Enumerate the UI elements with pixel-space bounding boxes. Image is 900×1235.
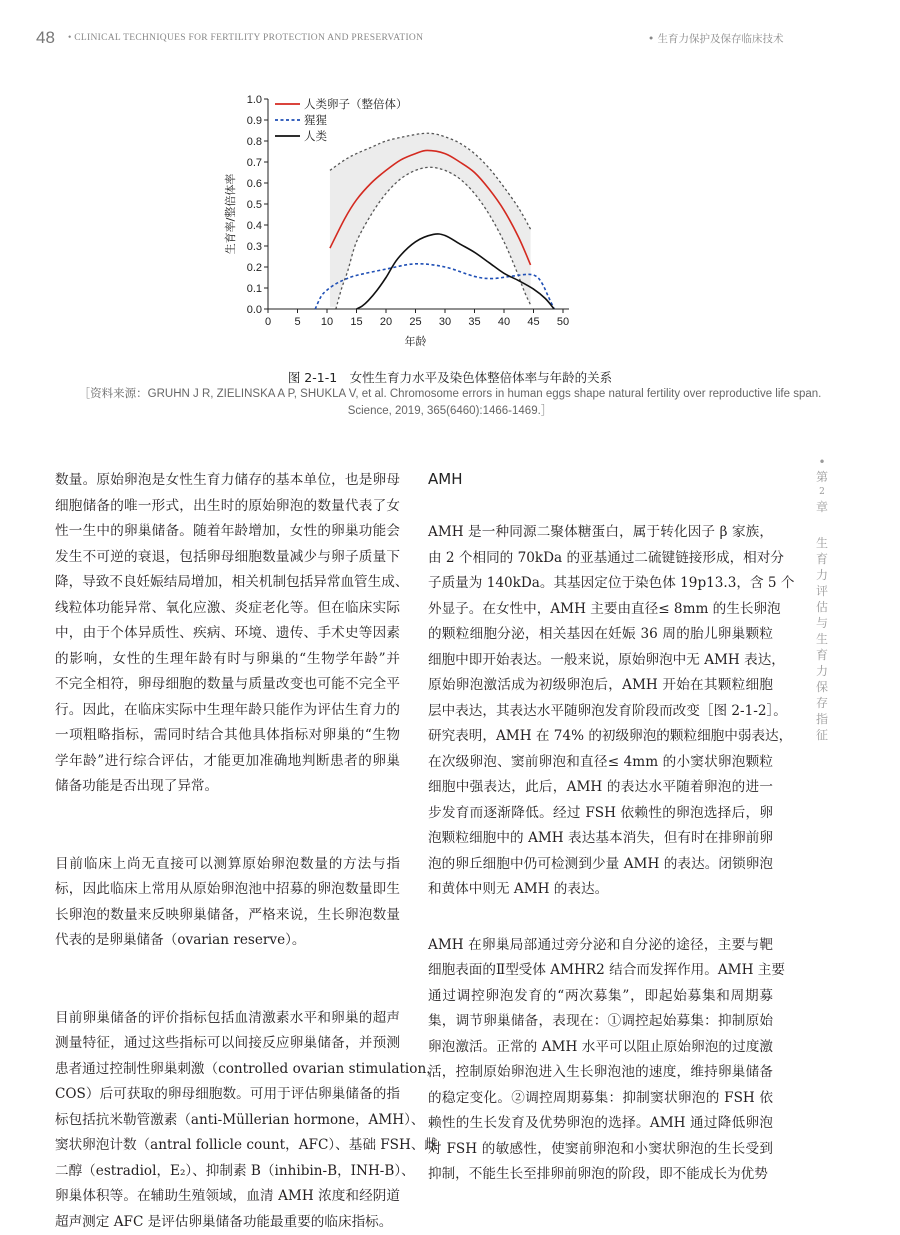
text-line: 的影响，女性的生理年龄有时与卵巢的“生物学年龄”并	[55, 647, 400, 673]
text-line: 降，导致不良妊娠结局增加，相关机制包括异常血管生成、	[55, 570, 400, 596]
x-tick-label: 15	[350, 316, 362, 328]
text-line: 步发育而逐渐降低。经过 FSH 依赖性的卵泡选择后，卵	[428, 801, 773, 827]
figure-source-line: Science, 2019, 365(6460):1466-1469.］	[60, 403, 840, 420]
y-tick-label: 0.3	[247, 241, 262, 253]
text-line: 抑制，不能生长至排卵前卵泡的阶段，即不能成长为优势	[428, 1162, 773, 1188]
side-title-char: 征	[812, 727, 832, 743]
y-tick-label: 0.7	[247, 157, 262, 169]
text-line: 患者通过控制性卵巢刺激（controlled ovarian stimulation，	[55, 1057, 400, 1083]
side-title-char: 育	[812, 551, 832, 567]
text-line: 原始卵泡激活成为初级卵泡后，AMH 开始在其颗粒细胞	[428, 673, 773, 699]
chapter-side-tab	[812, 455, 832, 743]
y-tick-label: 0.0	[247, 304, 262, 316]
text-line: 集，调节卵巢储备，表现在：①调控起始募集：抑制原始	[428, 1009, 773, 1035]
x-axis-label: 年龄	[405, 334, 427, 348]
y-tick-label: 0.8	[247, 136, 262, 148]
text-line: 泡颗粒细胞中的 AMH 表达基本消失，但有时在排卵前卵	[428, 826, 773, 852]
text-line: 二醇（estradiol，E₂）、抑制素 B（inhibin-B，INH-B）、	[55, 1159, 400, 1185]
text-line: 目前临床上尚无直接可以测算原始卵泡数量的方法与指	[55, 852, 400, 878]
fertility-euploidy-chart	[200, 85, 580, 355]
text-line: 长卵泡的数量来反映卵巢储备，严格来说，生长卵泡数量	[55, 903, 400, 929]
text-line: 研究表明，AMH 在 74% 的初级卵泡的颗粒细胞中弱表达，	[428, 724, 773, 750]
x-tick-label: 30	[439, 316, 451, 328]
text-line: 标包括抗米勒管激素（anti-Müllerian hormone，AMH）、	[55, 1108, 400, 1134]
text-line: 代表的是卵巢储备（ovarian reserve）。	[55, 928, 400, 954]
side-title-char: 存	[812, 695, 832, 711]
left-text-column	[55, 468, 400, 1235]
side-dot: •	[812, 455, 832, 470]
paragraph	[55, 852, 400, 954]
text-line: 赖性的生长发育及优势卵泡的选择。AMH 通过降低卵泡	[428, 1111, 773, 1137]
text-line: AMH 是一种同源二聚体糖蛋白，属于转化因子 β 家族，	[428, 520, 773, 546]
text-line: 行。因此，在临床实际中生理年龄只能作为评估生育力的	[55, 698, 400, 724]
text-line: 泡的卵丘细胞中仍可检测到少量 AMH 的表达。闭锁卵泡	[428, 852, 773, 878]
right-text-column	[428, 520, 773, 1188]
running-title-en: • CLINICAL TECHNIQUES FOR FERTILITY PROTECTION AND PRESERVATION	[68, 33, 423, 43]
side-title-char: 保	[812, 679, 832, 695]
text-line: 细胞表面的Ⅱ型受体 AMHR2 结合而发挥作用。AMH 主要	[428, 958, 773, 984]
side-title-char: 评	[812, 583, 832, 599]
confidence-band	[330, 134, 531, 307]
side-chapter-title	[812, 535, 832, 743]
text-line: 超声测定 AFC 是评估卵巢储备功能最重要的临床指标。	[55, 1210, 400, 1235]
side-chapter-post: 章	[812, 500, 832, 515]
text-line: 卵泡激活。正常的 AMH 水平可以阻止原始卵泡的过度激	[428, 1035, 773, 1061]
x-tick-label: 10	[321, 316, 333, 328]
side-title-char: 指	[812, 711, 832, 727]
text-line: 发生不可逆的衰退，包括卵母细胞数量减少与卵子质量下	[55, 545, 400, 571]
y-tick-label: 0.5	[247, 199, 262, 211]
side-chapter-pre: 第	[812, 470, 832, 485]
figure-source-line: ［资料来源：GRUHN J R, ZIELINSKA A P, SHUKLA V, et al. Chromosome errors in human eggs shape natural fertility over reproductive life span.	[60, 386, 840, 403]
text-line: 卵巢体积等。在辅助生殖领域，血清 AMH 浓度和经阴道	[55, 1184, 400, 1210]
text-line: 细胞中强表达，此后，AMH 的表达水平随着卵泡的进一	[428, 775, 773, 801]
x-tick-label: 0	[265, 316, 271, 328]
x-tick-label: 35	[468, 316, 480, 328]
paragraph	[428, 933, 773, 1188]
side-title-char: 生	[812, 535, 832, 551]
text-line: 对 FSH 的敏感性，使窦前卵泡和小窦状卵泡的生长受到	[428, 1137, 773, 1163]
legend-label: 猩猩	[304, 113, 327, 127]
legend-label: 人类	[304, 129, 327, 143]
x-tick-label: 45	[527, 316, 539, 328]
text-line: 性一生中的卵巢储备。随着年龄增加，女性的卵巢功能会	[55, 519, 400, 545]
side-title-char: 育	[812, 647, 832, 663]
figure-source	[60, 386, 840, 420]
text-line: 外显子。在女性中，AMH 主要由直径≤ 8mm 的生长卵泡	[428, 597, 773, 623]
side-title-char: 力	[812, 567, 832, 583]
paragraph	[55, 468, 400, 800]
paragraph	[55, 1006, 400, 1235]
section-heading-amh: AMH	[428, 470, 462, 488]
text-line: AMH 在卵巢局部通过旁分泌和自分泌的途径，主要与靶	[428, 933, 773, 959]
text-line: 的稳定变化。②调控周期募集：抑制窦状卵泡的 FSH 依	[428, 1086, 773, 1112]
side-title-char: 估	[812, 599, 832, 615]
text-line: 线粒体功能异常、氧化应激、炎症老化等。但在临床实际	[55, 596, 400, 622]
text-line: 层中表达，其表达水平随卵泡发育阶段而改变［图 2-1-2］。	[428, 699, 773, 725]
text-line: 数量。原始卵泡是女性生育力储存的基本单位，也是卵母	[55, 468, 400, 494]
x-tick-label: 20	[380, 316, 392, 328]
text-line: 一项粗略指标，需同时结合其他具体指标对卵巢的“生物	[55, 723, 400, 749]
text-line: 储备功能是否出现了异常。	[55, 774, 400, 800]
text-line: 标，因此临床上常用从原始卵泡池中招募的卵泡数量即生	[55, 877, 400, 903]
paragraph	[428, 520, 773, 903]
running-title-cn: • 生育力保护及保存临床技术	[648, 31, 784, 46]
x-tick-label: 5	[294, 316, 300, 328]
text-line: 活，控制原始卵泡进入生长卵泡池的速度，维持卵巢储备	[428, 1060, 773, 1086]
text-line: 在次级卵泡、窦前卵泡和直径≤ 4mm 的小窦状卵泡颗粒	[428, 750, 773, 776]
text-line: 目前卵巢储备的评价指标包括血清激素水平和卵巢的超声	[55, 1006, 400, 1032]
text-line: 通过调控卵泡发育的“两次募集”，即起始募集和周期募	[428, 984, 773, 1010]
page-number: 48	[36, 28, 55, 48]
text-line: 子质量为 140kDa。其基因定位于染色体 19p13.3，含 5 个	[428, 571, 773, 597]
y-tick-label: 0.6	[247, 178, 262, 190]
text-line: 细胞储备的唯一形式，出生时的原始卵泡的数量代表了女	[55, 494, 400, 520]
text-line: 学年龄”进行综合评估，才能更加准确地判断患者的卵巢	[55, 749, 400, 775]
x-tick-label: 50	[557, 316, 569, 328]
text-line: 和黄体中则无 AMH 的表达。	[428, 877, 773, 903]
legend-label: 人类卵子（整倍体）	[304, 97, 408, 111]
x-tick-label: 40	[498, 316, 510, 328]
text-line: 中，由于个体异质性、疾病、环境、遗传、手术史等因素	[55, 621, 400, 647]
y-axis-label: 生育率/整倍体率	[223, 174, 237, 255]
text-line: 窦状卵泡计数（antral follicle count，AFC）、基础 FSH、雌	[55, 1133, 400, 1159]
y-tick-label: 1.0	[247, 94, 262, 106]
side-title-char: 力	[812, 663, 832, 679]
side-chapter-num: 2	[812, 485, 832, 500]
text-line: 的颗粒细胞分泌，相关基因在妊娠 36 周的胎儿卵巢颗粒	[428, 622, 773, 648]
x-tick-label: 25	[409, 316, 421, 328]
side-title-char: 生	[812, 631, 832, 647]
text-line: 由 2 个相同的 70kDa 的亚基通过二硫键链接形成，相对分	[428, 546, 773, 572]
text-line: 不完全相符，卵母细胞的数量与质量改变也可能不完全平	[55, 672, 400, 698]
y-tick-label: 0.2	[247, 262, 262, 274]
text-line: COS）后可获取的卵母细胞数。可用于评估卵巢储备的指	[55, 1082, 400, 1108]
y-tick-label: 0.1	[247, 283, 262, 295]
text-line: 细胞中即开始表达。一般来说，原始卵泡中无 AMH 表达，	[428, 648, 773, 674]
text-line: 测量特征，通过这些指标可以间接反应卵巢储备，并预测	[55, 1031, 400, 1057]
y-tick-label: 0.9	[247, 115, 262, 127]
y-tick-label: 0.4	[247, 220, 262, 232]
side-title-char: 与	[812, 615, 832, 631]
figure-caption: 图 2-1-1 女性生育力水平及染色体整倍体率与年龄的关系	[0, 368, 900, 386]
